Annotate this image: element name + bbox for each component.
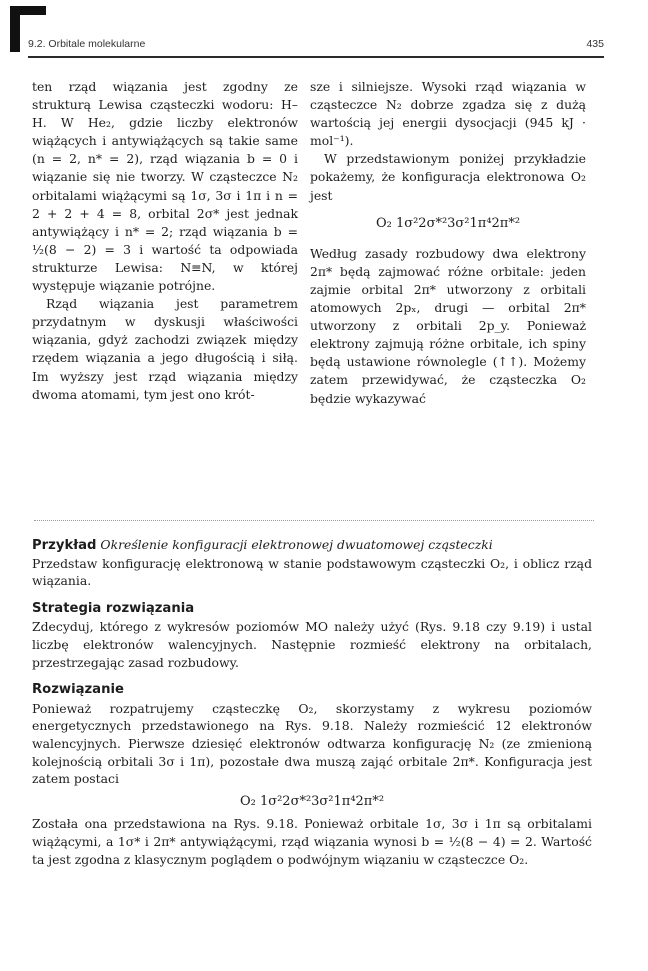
solution-text: Ponieważ rozpatrujemy cząsteczkę O₂, skorzystamy z wykresu poziomów energetycznych przedstawionego na Rys. 9.18. Należy rozmieścić 12 elektronów walencyjnych. Pierwsze dziesięć elektronów odtwarza konfigurację N₂ (ze zmienioną kolejnością orbitali 3σ i 1π), pozostałe dwa muszą zająć orbitale 2π*. Konfiguracja jest zatem postaci [32, 700, 592, 787]
paragraph: sze i silniejsze. Wysoki rząd wiązania w cząsteczce N₂ dobrze zgadza się z dużą wartością jej energii dysocjacji (945 kJ · mol⁻¹). [310, 79, 586, 149]
example-box [32, 536, 592, 868]
left-column [32, 78, 298, 404]
example-task: Przedstaw konfigurację elektronową w stanie podstawowym cząsteczki O₂, i oblicz rząd wiązania. [32, 555, 592, 589]
solution-heading: Rozwiązanie [32, 682, 124, 698]
page-header [28, 38, 604, 54]
header-rule [28, 56, 604, 58]
crop-mark [10, 6, 20, 52]
paragraph: Rząd wiązania jest parametrem przydatnym w dyskusji właściwości wiązania, gdyż zachodzi związek między rzędem wiązania a jego długością i siłą. Im wyższy jest rząd wiązania między dwoma atomami, tym jest ono krót- [32, 296, 298, 402]
running-head: 9.2. Orbitale molekularne [28, 38, 146, 50]
paragraph: W przedstawionym poniżej przykładzie pokażemy, że konfiguracja elektronowa O₂ jest [310, 151, 586, 203]
formula: O₂ 1σ²2σ*²3σ²1π⁴2π*² [239, 793, 385, 809]
solution-conclusion: Została ona przedstawiona na Rys. 9.18. Ponieważ orbitale 1σ, 3σ i 1π są orbitalami wiążącymi, a 1σ* i 2π* antywiążącymi, rząd wiązania wynosi b = ½(8 − 4) = 2. Wartość ta jest zgodna z klasycznym poglądem o podwójnym wiązaniu w cząsteczce O₂. [32, 816, 592, 867]
formula: O₂ 1σ²2σ*²3σ²1π⁴2π*² [375, 215, 521, 231]
example-title [32, 536, 592, 555]
strategy-text: Zdecyduj, którego z wykresów poziomów MO należy użyć (Rys. 9.18 czy 9.19) i ustal liczbę elektronów walencyjnych. Następnie rozmieść elektrony na orbitalach, przestrzegając zasad rozbudowy. [32, 619, 592, 670]
page-number: 435 [586, 38, 604, 50]
example-label: Przykład [32, 538, 97, 553]
section-divider [34, 520, 594, 522]
paragraph: Według zasady rozbudowy dwa elektrony 2π* będą zajmować różne orbitale: jeden zajmie orbital 2π* utworzony z orbitali atomowych 2pₓ, drugi — orbital 2π* utworzony z orbitali 2p_y. Ponieważ elektrony zajmują różne orbitale, ich spiny będą ustawione równolegle (↑↑). Możemy zatem przewidywać, że cząsteczka O₂ będzie wykazywać [310, 245, 586, 406]
right-column [310, 78, 586, 408]
strategy-heading: Strategia rozwiązania [32, 600, 195, 616]
example-subject: Określenie konfiguracji elektronowej dwuatomowej cząsteczki [100, 537, 493, 552]
paragraph: ten rząd wiązania jest zgodny ze strukturą Lewisa cząsteczki wodoru: H–H. W He₂, gdzie liczby elektronów wiążących i antywiążących są takie same (n = 2, n* = 2), rząd wiązania b = 0 i wiązanie się nie tworzy. W cząsteczce N₂ orbitalami wiążącymi są 1σ, 3σ i 1π i n = 2 + 2 + 4 = 8, orbital 2σ* jest jednak antywiążący i n* = 2; rząd wiązania b = ½(8 − 2) = 3 i wartość ta odpowiada strukturze Lewisa: N≡N, w której występuje wiązanie potrójne. [32, 79, 298, 294]
